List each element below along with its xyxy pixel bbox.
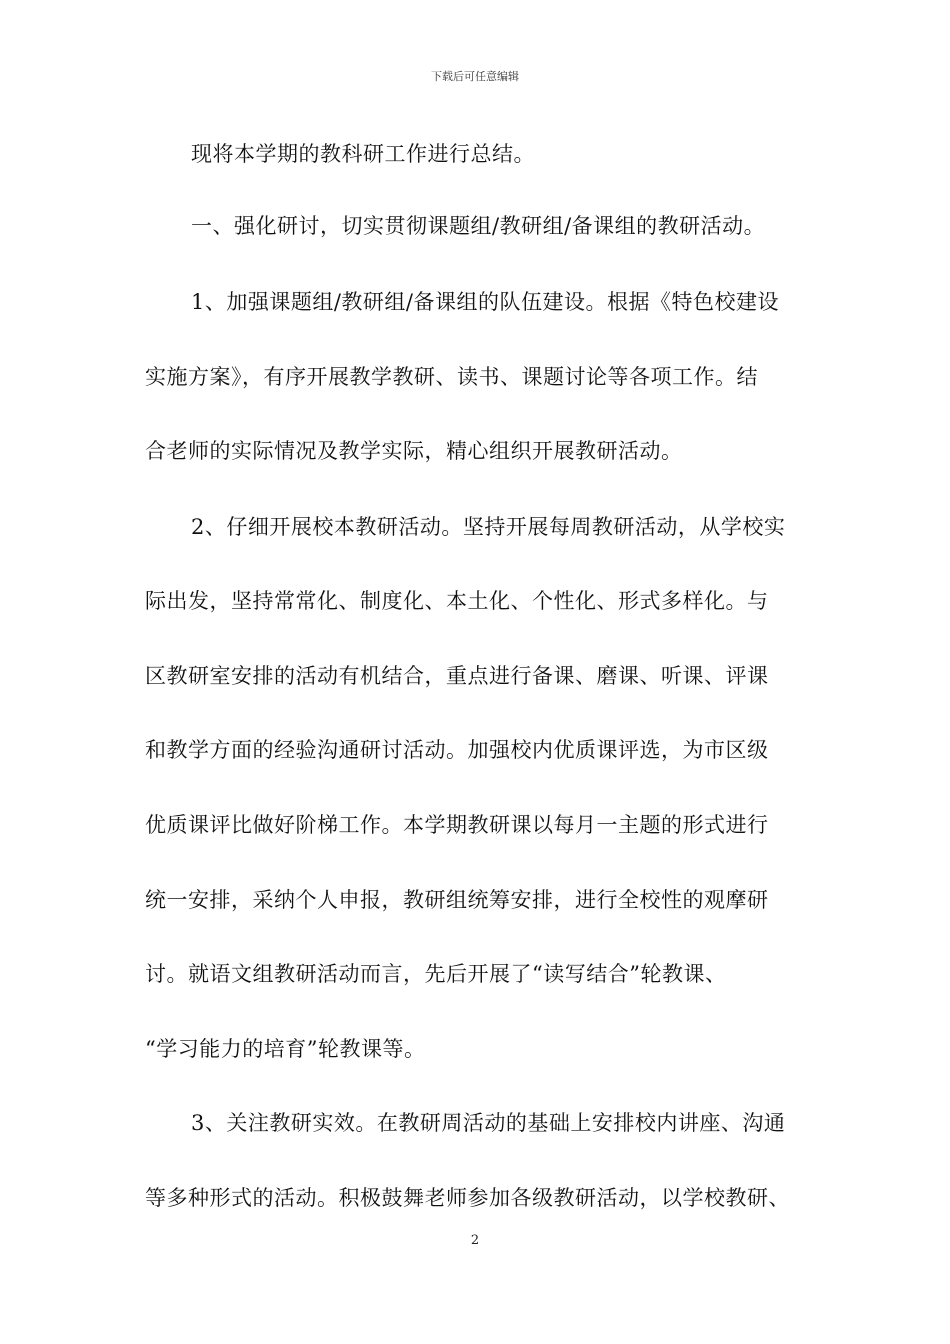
- text-line: 实施方案》，有序开展教学教研、读书、课题讨论等各项工作。结: [145, 365, 758, 389]
- section-heading: 一、强化研讨，切实贯彻课题组/教研组/备课组的教研活动。: [191, 214, 766, 238]
- text-line: 和教学方面的经验沟通研讨活动。加强校内优质课评选，为市区级: [145, 738, 769, 762]
- page-number: 2: [470, 1233, 480, 1248]
- text-line: 区教研室安排的活动有机结合，重点进行备课、磨课、听课、评课: [145, 664, 769, 688]
- text-line: 际出发，坚持常常化、制度化、本土化、个性化、形式多样化。与: [145, 589, 769, 613]
- text-line: 3、关注教研实效。在教研周活动的基础上安排校内讲座、沟通: [191, 1111, 786, 1135]
- text-line: “学习能力的培育”轮教课等。: [145, 1037, 426, 1061]
- text-line: 讨。就语文组教研活动而言，先后开展了“读写结合”轮教课、: [145, 962, 727, 986]
- text-line: 统一安排，采纳个人申报，教研组统筹安排，进行全校性的观摩研: [145, 888, 769, 912]
- header-note: 下载后可任意编辑: [431, 70, 519, 83]
- text-line: 优质课评比做好阶梯工作。本学期教研课以每月一主题的形式进行: [145, 813, 769, 837]
- text-line: 1、加强课题组/教研组/备课组的队伍建设。根据《特色校建设: [191, 290, 780, 314]
- text-line: 2、仔细开展校本教研活动。坚持开展每周教研活动，从学校实: [191, 515, 786, 539]
- text-line: 等多种形式的活动。积极鼓舞老师参加各级教研活动，以学校教研、: [145, 1186, 790, 1210]
- text-line: 现将本学期的教科研工作进行总结。: [191, 142, 535, 166]
- text-line: 合老师的实际情况及教学实际，精心组织开展教研活动。: [145, 439, 683, 463]
